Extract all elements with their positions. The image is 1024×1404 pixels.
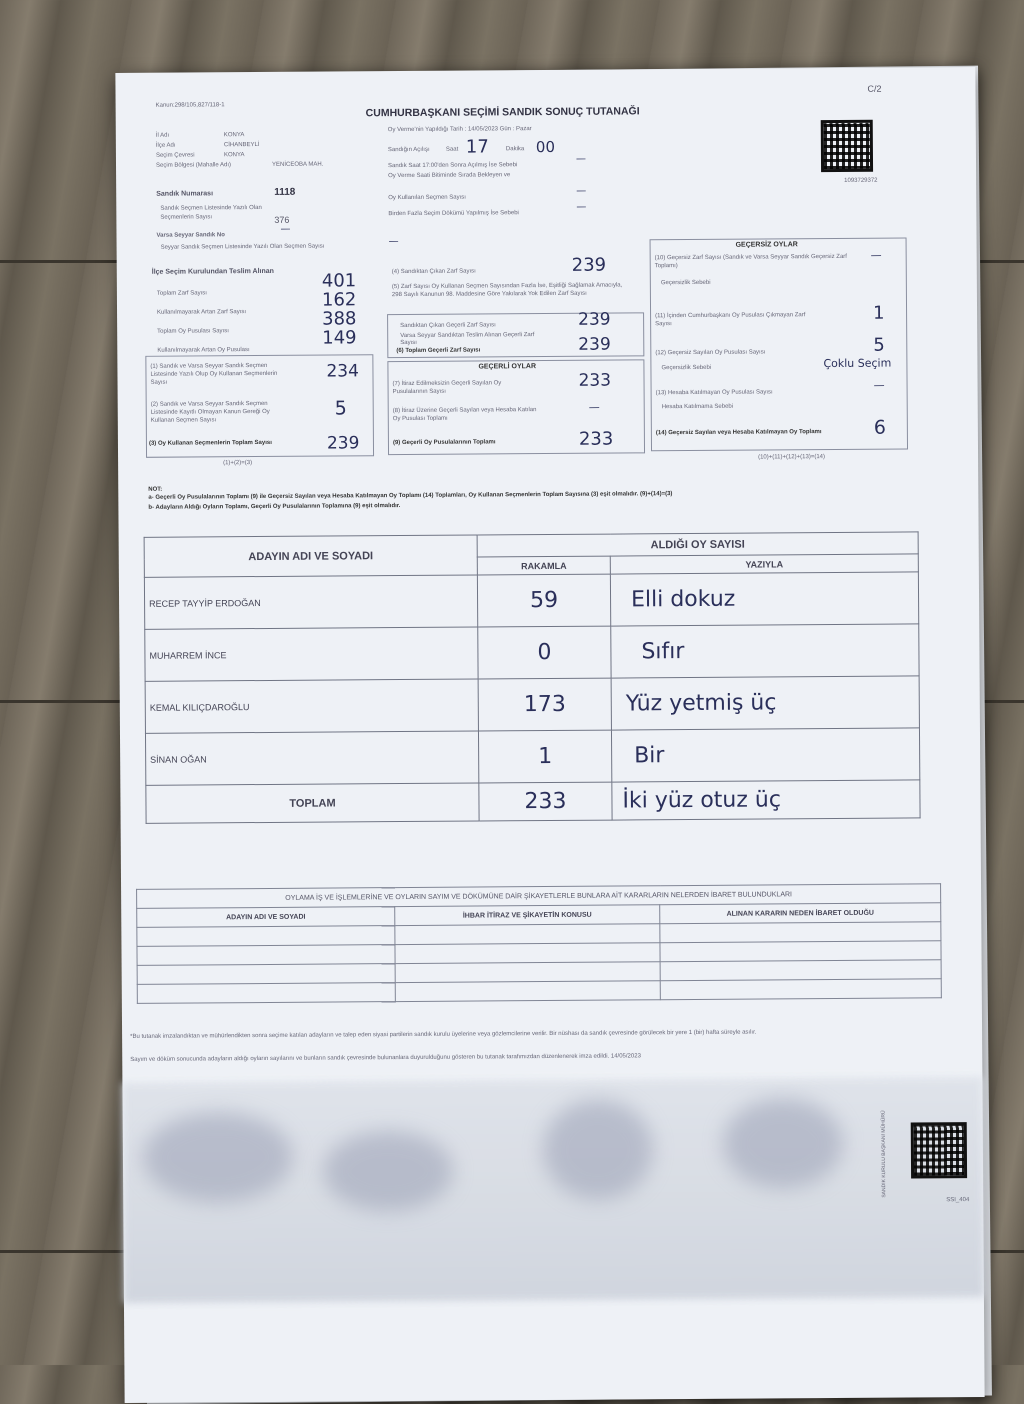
candidate-name: SİNAN OĞAN xyxy=(145,731,478,785)
notes-b: b- Adayların Aldığı Oyların Toplamı, Geçerli Oy Pusulalarının Toplamına (9) eşit olmalıdır. xyxy=(148,503,401,511)
valid-box xyxy=(387,359,645,455)
mobile-box-label: Varsa Seyyar Sandık No xyxy=(156,232,225,239)
env-r4: 239 xyxy=(571,254,607,276)
location-values xyxy=(224,130,324,171)
candidate-digits: 59 xyxy=(477,574,610,627)
valid-title: GEÇERLİ OYLAR xyxy=(478,363,537,371)
bolge-label: Seçim Bölgesi (Mahalle Adı) xyxy=(155,162,232,169)
env-r6b-label: Varsa Seyyar Sandıktan Teslim Alınan Geçerli Zarf Sayısı xyxy=(400,332,535,347)
voting-date: Oy Verme'nin Yapıldığı Tarih : 14/05/2023 Gün : Pazar xyxy=(387,126,532,134)
saat-value: 17 xyxy=(465,136,489,158)
doc-number: 1093729372 xyxy=(844,177,878,184)
law-code: Kanun:298/105,827/118-1 xyxy=(155,102,225,109)
valid-r7: 233 xyxy=(578,370,612,391)
invalid-r14-label: (14) Geçersiz Sayılan veya Hesaba Katılmayan Oy Toplamı xyxy=(655,429,822,437)
footer-note2: Sayım ve döküm sonucunda adayların aldığı oyların sayılarını ve bunların sandık çevresinde bulunanlara duyurulduğunu gösteren bu tutanak tarafımızdan düzenlenerek imza edildi. 14/05/2023 xyxy=(130,1053,641,1063)
registered-label: Sandık Seçmen Listesinde Yazılı Olan Seçmenlerin Sayısı xyxy=(160,204,262,221)
invalid-formula: (10)+(11)+(12)+(13)=(14) xyxy=(758,454,826,461)
received-value: 401 xyxy=(321,270,357,292)
env-r4-label: (4) Sandıktan Çıkan Zarf Sayısı xyxy=(391,268,476,276)
total-label: TOPLAM xyxy=(146,783,479,823)
env-r6-label: (6) Toplam Geçerli Zarf Sayısı xyxy=(396,347,481,355)
seal-side-label: SANDIK KURULU BAŞKANI MÜHÜRÜ xyxy=(880,1110,888,1198)
voters-r2-label: (2) Sandık ve Varsa Seyyar Sandık Seçmen Listesinde Kayıtlı Olmayan Kanun Gereği Oy Kullanan Seçmen Sayısı xyxy=(150,400,270,424)
dakika-label: Dakika xyxy=(505,146,525,153)
notes-title: NOT: xyxy=(148,486,163,493)
invalid-r14: 6 xyxy=(873,416,887,439)
received-label: Toplam Zarf Sayısı xyxy=(156,290,207,297)
candidate-name: RECEP TAYYİP ERDOĞAN xyxy=(144,575,477,629)
ilce-label: İlçe Adı xyxy=(155,142,176,149)
voters-r1: 234 xyxy=(326,361,359,382)
table-row xyxy=(145,624,919,681)
il-label: İl Adı xyxy=(155,132,170,139)
saat-label: Saat xyxy=(445,146,459,153)
received-label: Toplam Oy Pusulası Sayısı xyxy=(157,328,229,335)
invalid-r12-label: (12) Geçersiz Sayılan Oy Pusulası Sayısı xyxy=(655,349,766,357)
voters-r3-label: (3) Oy Kullanan Seçmenlerin Toplam Sayısı xyxy=(148,439,272,447)
invalid-r12: 5 xyxy=(873,334,885,356)
registered-value: 376 xyxy=(274,214,290,225)
valid-r9-label: (9) Geçerli Oy Pusulalarının Toplamı xyxy=(392,439,496,447)
table-row xyxy=(145,676,919,733)
received-label: Kullanılmayarak Artan Zarf Sayısı xyxy=(157,309,247,316)
received-title: İlçe Seçim Kurulundan Teslim Alınan xyxy=(151,267,274,276)
col-words-header: YAZIYLA xyxy=(610,554,918,574)
env-r5-label: (5) Zarf Sayısı Oy Kullanan Seçmen Sayısından Fazla İse, Eşitliği Sağlamak Amacıyla, 298 Sayılı Kanunun 98. Maddesine Göre Yakılarak Yok Edilen Zarf Sayısı xyxy=(391,282,623,299)
table-row-total xyxy=(146,780,920,823)
queue-dash: — xyxy=(576,185,587,197)
candidate-digits: 173 xyxy=(478,678,611,731)
col-name-header: ADAYIN ADI VE SOYADI xyxy=(144,535,477,577)
col-digits-header: RAKAMLA xyxy=(477,556,610,575)
footer-note1: *Bu tutanak imzalandıktan ve mühürlendikten sonra seçime katılan adayların ve talep eden siyasi partilerin sandık kurulu üyelerine veya gözlemcilerine verilir. Bir nüshası da sandık çevresinde görülecek bir yere 1 (bir) hafta süreyle asılır. xyxy=(130,1029,757,1040)
voters-r3: 239 xyxy=(326,433,360,454)
candidate-name: KEMAL KILIÇDAROĞLU xyxy=(145,679,478,733)
mobile-box-value: — xyxy=(280,223,291,235)
candidate-name: MUHARREM İNCE xyxy=(145,627,478,681)
notes-a: a- Geçerli Oy Pusulalarının Toplamı (9) ile Geçersiz Sayılan veya Hesaba Katılmayan Oy Toplamı (14) Toplamları, Oy Kullanan Seçmenlerin Toplam Sayısına (3) eşit olmalıdır. (9)+(14)=(3) xyxy=(148,491,673,501)
form-code: C/2 xyxy=(867,83,882,94)
signature-blur xyxy=(543,1099,654,1200)
qr-code-bottom xyxy=(911,1122,967,1178)
invalid-r11-label: (11) İçinden Cumhurbaşkanı Oy Pusulası Çıkmayan Zarf Sayısı xyxy=(655,312,806,328)
voters-box xyxy=(145,354,374,458)
cevre-value: KONYA xyxy=(223,152,245,159)
complaints-table xyxy=(136,883,942,1004)
voters-r1-label: (1) Sandık ve Varsa Seyyar Sandık Seçmen Listesinde Yazılı Olup Oy Kullanan Seçmenlerin Sayısı xyxy=(150,362,278,386)
box-number: 1118 xyxy=(274,186,296,198)
late-opening-dash: — xyxy=(575,153,587,165)
complaints-col3: ALINAN KARARIN NEDEN İBARET OLDUĞU xyxy=(660,903,941,924)
complaints-title: OYLAMA İŞ VE İŞLEMLERİNE VE OYLARIN SAYIM VE DÖKÜMÜNE DAİR ŞİKAYETLERLE BUNLARA AİT KARARLARIN NELERDEN İBARET BULUNDUKLARI xyxy=(137,884,941,909)
location-labels xyxy=(156,130,231,171)
total-words: İki yüz otuz üç xyxy=(612,780,920,820)
candidate-digits: 1 xyxy=(478,730,611,783)
voters-formula: (1)+(2)=(3) xyxy=(223,460,253,467)
qr-code-top xyxy=(821,120,873,172)
valid-r8: — xyxy=(588,400,600,414)
il-value: KONYA xyxy=(223,132,245,139)
late-opening-note: Sandık Saat 17:00'den Sonra Açılmış İse Sebebi xyxy=(388,162,518,170)
candidate-words: Sıfır xyxy=(611,624,919,678)
multi-count-note: Birden Fazla Seçim Dökümü Yapılmış İse Sebebi xyxy=(388,210,519,218)
received-value: 149 xyxy=(322,327,357,349)
multi-count-dash: — xyxy=(576,201,587,213)
signature-blur xyxy=(723,1098,844,1189)
results-table xyxy=(144,531,921,823)
mobile-registered-label: Seyyar Sandık Seçmen Listesinde Yazılı Olan Seçmen Sayısı xyxy=(160,243,325,251)
received-label: Kullanılmayarak Artan Oy Pusulası xyxy=(157,347,250,354)
candidate-words: Bir xyxy=(611,728,919,782)
form-title: CUMHURBAŞKANI SEÇİMİ SANDIK SONUÇ TUTANAĞI xyxy=(365,105,640,120)
invalid-r12-reason-label: Geçersizlik Sebebi xyxy=(661,364,712,372)
invalid-r12-reason: Çoklu Seçim xyxy=(823,356,892,371)
voters-r2: 5 xyxy=(334,397,347,420)
form-id: SSI_404 xyxy=(946,1197,970,1204)
invalid-title: GEÇERSİZ OYLAR xyxy=(735,241,798,249)
env-r6: 239 xyxy=(578,334,611,355)
col-votes-header: ALDIĞI OY SAYISI xyxy=(477,532,918,557)
tally-sheet xyxy=(115,67,984,1403)
box-number-label: Sandık Numarası xyxy=(156,190,214,198)
opening-label: Sandığın Açılışı xyxy=(387,146,430,154)
env-r6a: 239 xyxy=(578,309,611,330)
cevre-label: Seçim Çevresi xyxy=(155,152,195,159)
bolge-value: YENİCEOBA MAH. xyxy=(271,161,324,168)
env-box xyxy=(387,309,644,358)
valid-r7-label: (7) İtiraz Edilmeksizin Geçerli Sayılan Oy Pusulalarının Sayısı xyxy=(392,380,502,396)
candidate-digits: 0 xyxy=(478,626,611,679)
dakika-value: 00 xyxy=(535,137,556,157)
invalid-r13: — xyxy=(873,378,885,392)
invalid-r13-reason-label: Hesaba Katılmama Sebebi xyxy=(661,403,734,411)
invalid-r10-label: (10) Geçersiz Zarf Sayısı (Sandık ve Varsa Seyyar Sandık Geçersiz Zarf Toplamı) xyxy=(654,253,847,270)
invalid-r10: — xyxy=(870,248,882,262)
complaints-col2: İHBAR İTİRAZ VE ŞİKAYETİN KONUSU xyxy=(395,905,660,926)
mobile-registered-value: — xyxy=(388,236,399,248)
total-digits: 233 xyxy=(479,782,612,821)
invalid-r13-label: (13) Hesaba Katılmayan Oy Pusulası Sayısı xyxy=(655,389,773,397)
complaints-col1: ADAYIN ADI VE SOYADI xyxy=(137,907,395,928)
received-value: 388 xyxy=(322,308,357,330)
valid-r8-label: (8) İtiraz Üzerine Geçerli Sayılan veya Hesaba Katılan Oy Pusulası Toplamı xyxy=(392,407,537,423)
invalid-r11: 1 xyxy=(872,302,885,324)
received-value: 162 xyxy=(321,289,357,311)
received-values xyxy=(322,271,357,347)
invalid-box xyxy=(650,237,908,451)
candidate-words: Yüz yetmiş üç xyxy=(611,676,919,730)
invalid-reason-label: Geçersizlik Sebebi xyxy=(660,279,711,287)
voter-count-note: Oy Kullanılan Seçmen Sayısı xyxy=(388,194,466,202)
valid-r9: 233 xyxy=(578,428,614,450)
ilce-value: CİHANBEYLİ xyxy=(223,142,260,149)
candidate-words: Elli dokuz xyxy=(610,572,918,626)
queue-note: Oy Verme Saati Bitiminde Sırada Bekleyen ve xyxy=(388,172,511,180)
table-row xyxy=(145,728,919,785)
table-row xyxy=(144,572,918,629)
received-labels xyxy=(157,284,250,361)
env-r6a-label: Sandıktan Çıkan Geçerli Zarf Sayısı xyxy=(400,322,496,330)
